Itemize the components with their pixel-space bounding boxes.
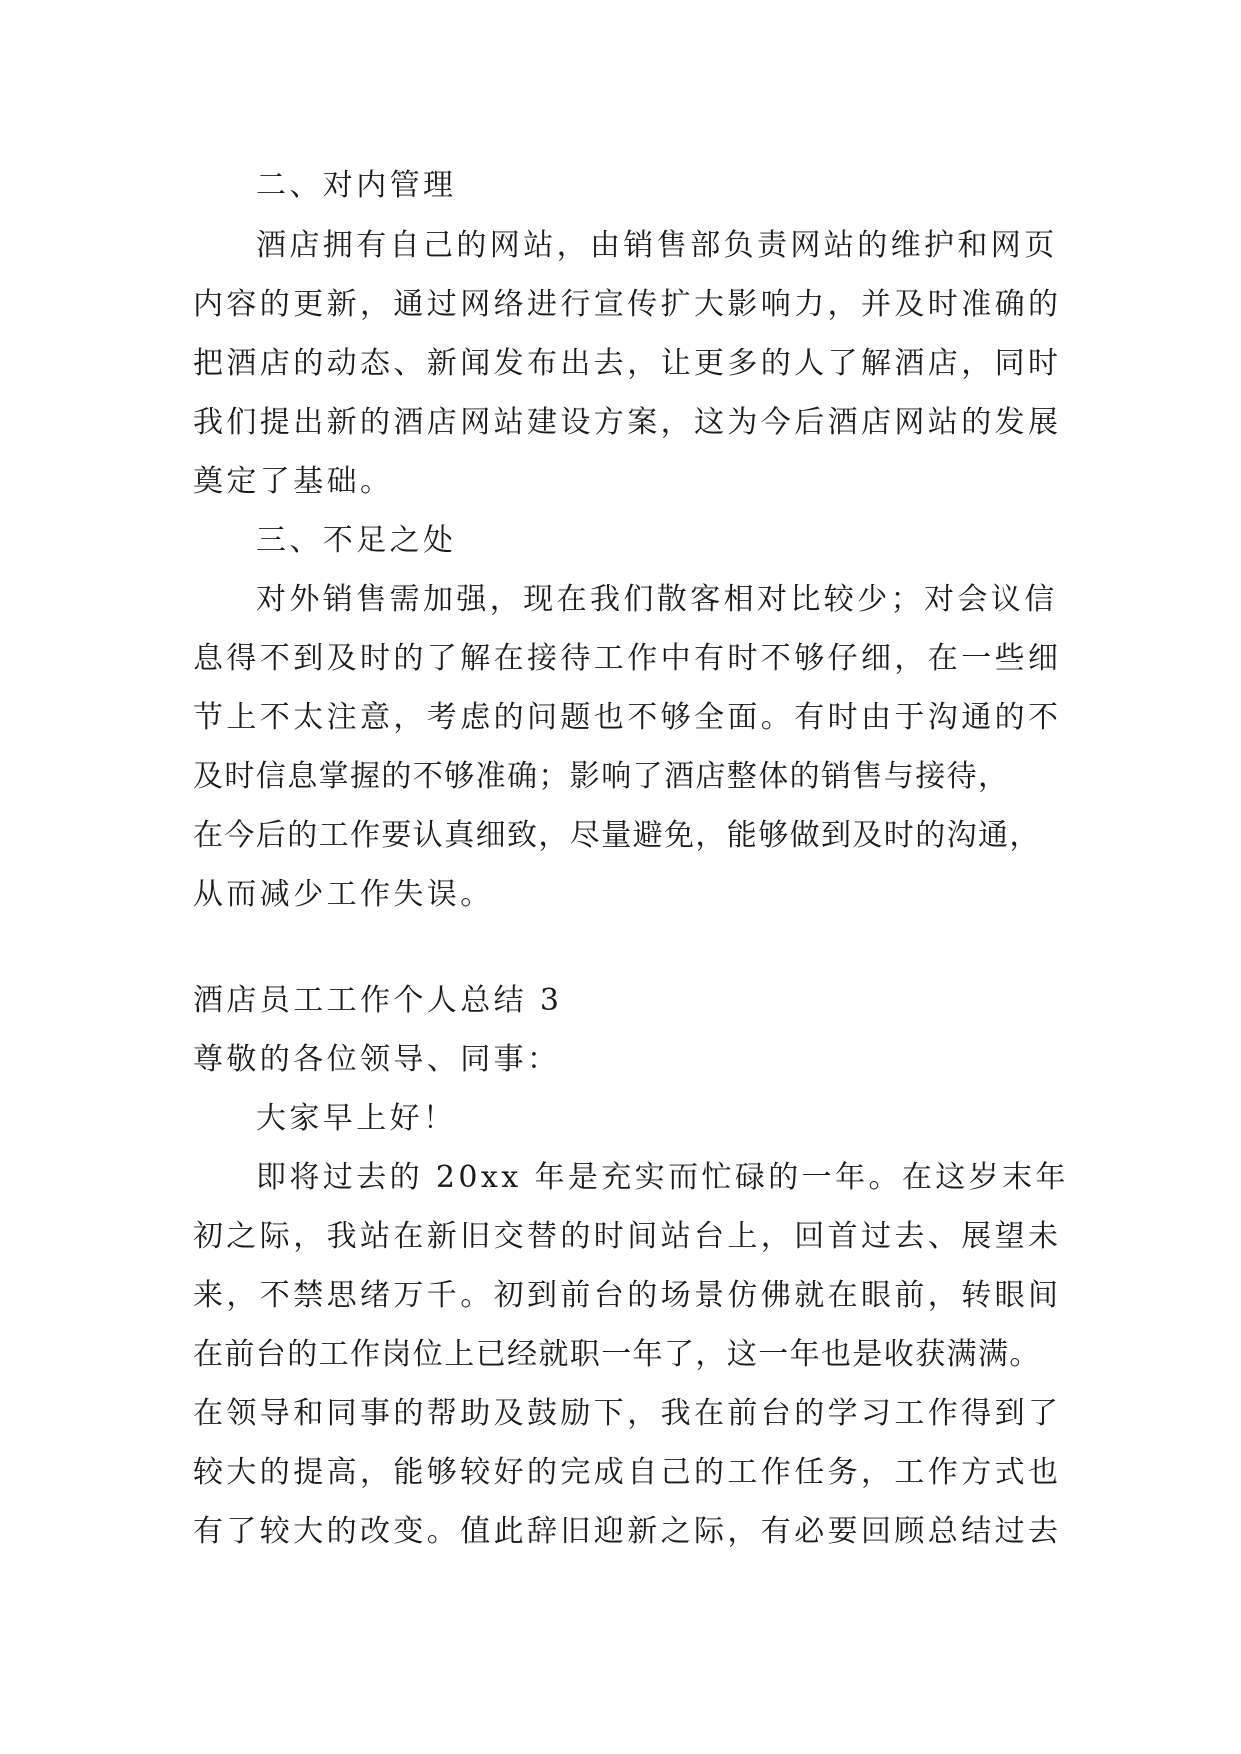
paragraph-line: 有了较大的改变。值此辞旧迎新之际，有必要回顾总结过去 [193,1514,1062,1549]
paragraph-line: 息得不到及时的了解在接待工作中有时不够仔细，在一些细 [193,641,1062,676]
paragraph-line: 把酒店的动态、新闻发布出去，让更多的人了解酒店，同时 [193,346,1062,381]
paragraph-line: 即将过去的 20xx 年是充实而忙碌的一年。在这岁末年 [256,1160,1069,1195]
paragraph-line: 在领导和同事的帮助及鼓励下，我在前台的学习工作得到了 [193,1396,1062,1431]
section-heading-internal-management: 二、对内管理 [256,168,457,203]
paragraph-line: 内容的更新，通过网络进行宣传扩大影响力，并及时准确的 [193,287,1062,322]
paragraph-line: 从而减少工作失误。 [193,877,494,912]
section-heading-shortcomings: 三、不足之处 [256,523,457,558]
paragraph-line: 初之际，我站在新旧交替的时间站台上，回首过去、展望未 [193,1219,1062,1254]
paragraph-line: 我们提出新的酒店网站建设方案，这为今后酒店网站的发展 [193,405,1062,440]
paragraph-line: 及时信息掌握的不够准确；影响了酒店整体的销售与接待， [193,759,1010,794]
paragraph-line: 节上不太注意，考虑的问题也不够全面。有时由于沟通的不 [193,700,1062,735]
paragraph-line: 较大的提高，能够较好的完成自己的工作任务，工作方式也 [193,1455,1062,1490]
salutation: 尊敬的各位领导、同事： [193,1042,561,1077]
paragraph-line: 在今后的工作要认真细致，尽量避免，能够做到及时的沟通， [193,818,1041,853]
paragraph-line: 对外销售需加强，现在我们散客相对比较少；对会议信 [256,582,1058,617]
greeting: 大家早上好！ [256,1101,457,1136]
paragraph-line: 奠定了基础。 [193,464,394,499]
paragraph-line: 在前台的工作岗位上已经就职一年了，这一年也是收获满满。 [193,1337,1041,1372]
paragraph-line: 酒店拥有自己的网站，由销售部负责网站的维护和网页 [256,228,1058,263]
document-title: 酒店员工工作个人总结 3 [193,983,563,1018]
paragraph-line: 来，不禁思绪万千。初到前台的场景仿佛就在眼前，转眼间 [193,1278,1062,1313]
